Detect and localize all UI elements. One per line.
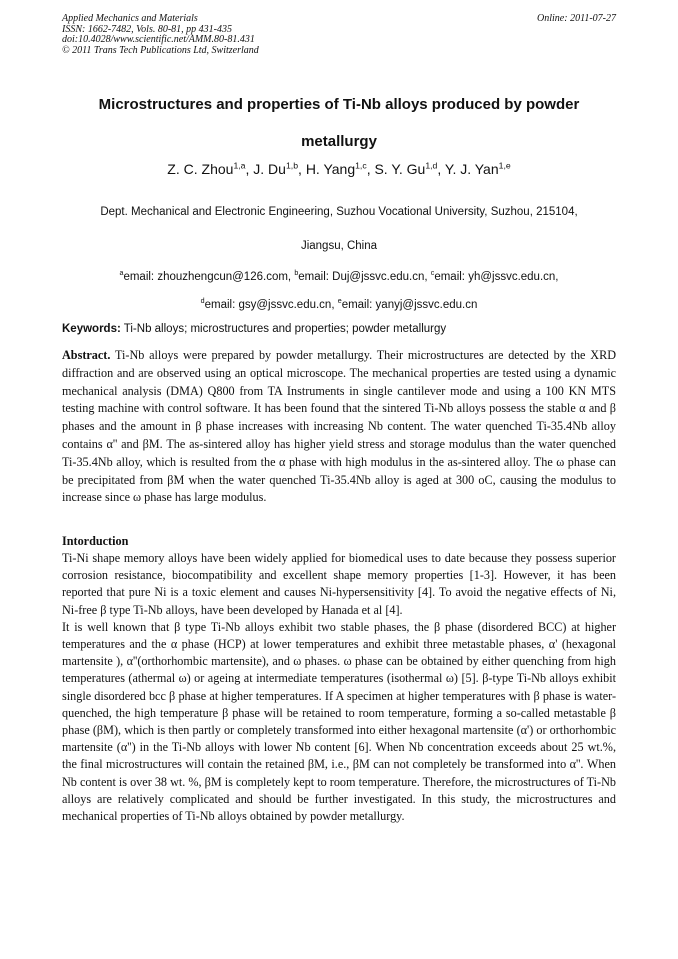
- email-link[interactable]: email: zhouzhengcun@126.com,: [123, 271, 295, 283]
- online-date: Online: 2011-07-27: [537, 13, 616, 24]
- intro-paragraph-2: It is well known that β type Ti-Nb alloys exhibit two stable phases, the β phase (disordered BCC) at higher temperatures and the α phase (HCP) at lower temperatures and exhibit three metastable phases, α' (hexagonal martensite ), α''(orthorhombic martensite), and ω phases. ω phase can be obtained by either quenching from high temperatures (athermal ω) or ageing at intermediate temperatures (isothermal ω) [5]. β-type Ti-Nb alloys exhibit single disordered bcc β phase at higher temperatures. If A specimen at higher temperatures with β phase is water-quenched, the high temperature β phase will be retained to room temperature, forming a so-called metastable β phase (βM), which is then partly or completely transformed into either hexagonal martensite (α') or orthorhombic martensite (α'') in the Ti-Nb alloys with lower Nb content [6]. When Nb concentration exceeds about 25 wt.%, the final microstructures will contain the retained βM, i.e., βM can not completely be transformed into α''. When Nb content is over 38 wt. %, βM is completely kept to room temperature. Therefore, the microstructures of Ti-Nb alloys are relatively complicated and should be further investigated. In this study, the microstructures and mechanical properties of Ti-Nb alloys obtained by powder metallurgy.: [62, 619, 616, 824]
- keywords: [62, 320, 616, 338]
- author: H. Yang$^{1,c}$,: [305, 160, 375, 177]
- email-line-2: $^d$email: gsy@jssvc.edu.cn, $^e$email: yanyj@jssvc.edu.cn: [200, 297, 478, 311]
- author: Y. J. Yan$^{1,e}$: [444, 160, 511, 177]
- keywords-text: Ti-Nb alloys; microstructures and properties; powder metallurgy: [120, 323, 447, 335]
- intro-paragraph-1: Ti-Ni shape memory alloys have been widely applied for biomedical uses to date because they possess superior corrosion resistance, biocompatibility and excellent shape memory properties [1-3]. However, it has been reported that pure Ni is a toxic element and causes Ni-hypersensitivity [4]. To avoid the negative effects of Ni, Ni-free β type Ti-Nb alloys, have been developed by Hanada et al [4].: [62, 551, 616, 617]
- paper-title: [62, 86, 616, 160]
- introduction-body: [62, 550, 616, 825]
- email-link[interactable]: email: yh@jssvc.edu.cn,: [434, 271, 559, 283]
- keywords-label: Keywords:: [62, 323, 121, 335]
- affiliation-line-2: Jiangsu, China: [300, 240, 378, 252]
- author-list: [62, 158, 616, 180]
- email-link[interactable]: email: yanyj@jssvc.edu.cn: [341, 299, 478, 311]
- section-heading-introduction: Intorduction: [62, 534, 129, 548]
- affiliation: [62, 195, 616, 263]
- abstract-text: Ti-Nb alloys were prepared by powder metallurgy. Their microstructures are detected by the XRD diffraction and are observed using an optical microscope. The mechanical properties are tested using a dynamic mechanical analysis (DMA) Q800 from TA Instruments in single cantilever mode and using a 100 KN MTS testing machine with control software. It has been found that the sintered Ti-Nb alloys possess the stable α and β phases and the amount in β phase increases with increasing Nb content. The water quenched Ti-35.4Nb alloy contains α'' and βM. The as-sintered alloy has higher yield stress and storage modulus than the water quenched Ti-35.4Nb alloy, which is resulted from the α phase with high modulus in the as-sintered alloy. The ω phase can be precipitated from βM when the water quenched Ti-35.4Nb alloy is aged at 300 oC, causing the modulus to increase since ω phase has large modulus.: [62, 348, 616, 505]
- title-line-1: Microstructures and properties of Ti-Nb alloys produced by powder: [98, 96, 580, 113]
- journal-name: Applied Mechanics and Materials: [62, 13, 198, 24]
- author: J. Du$^{1,b}$,: [253, 160, 306, 177]
- email-link[interactable]: email: gsy@jssvc.edu.cn,: [204, 299, 338, 311]
- journal-doi: doi:10.4028/www.scientific.net/AMM.80-81.431: [62, 34, 255, 45]
- email-link[interactable]: email: Duj@jssvc.edu.cn,: [298, 271, 431, 283]
- journal-header: [62, 14, 616, 56]
- title-line-2: metallurgy: [301, 133, 377, 150]
- email-line-1: $^a$email: zhouzhengcun@126.com, $^b$email: Duj@jssvc.edu.cn, $^c$email: yh@jssvc.edu.cn,: [119, 269, 559, 283]
- author-emails: [62, 263, 616, 319]
- journal-issn: ISSN: 1662-7482, Vols. 80-81, pp 431-435: [62, 23, 232, 35]
- author: Z. C. Zhou$^{1,a}$,: [167, 160, 254, 177]
- affiliation-line-1: Dept. Mechanical and Electronic Engineering, Suzhou Vocational University, Suzhou, 215104,: [100, 206, 578, 218]
- abstract: [62, 347, 616, 507]
- author: S. Y. Gu$^{1,d}$,: [374, 160, 445, 177]
- journal-copyright: © 2011 Trans Tech Publications Ltd, Switzerland: [62, 44, 259, 56]
- abstract-label: Abstract.: [62, 348, 111, 362]
